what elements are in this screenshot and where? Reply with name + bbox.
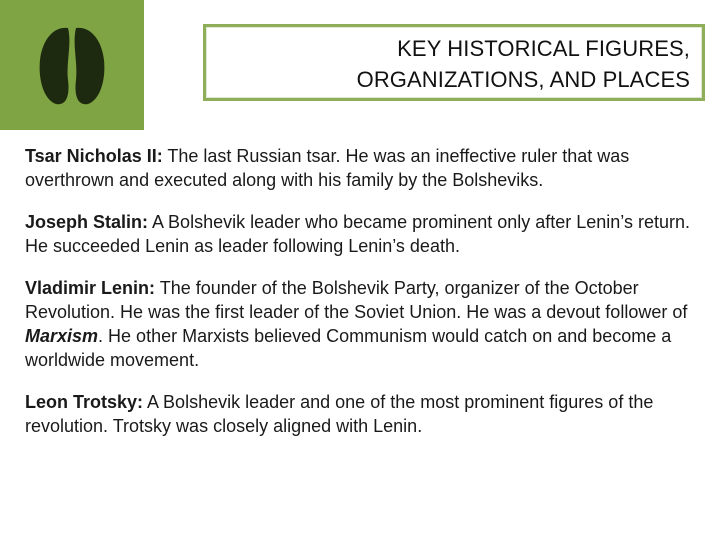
entry-text: The last Russian tsar. He was an ineffective ruler that was overthrown and executed along with his family by the Bolsheviks. [25,146,630,190]
entry-nicholas [25,144,705,192]
title-box [203,24,705,101]
title-line-2: ORGANIZATIONS, AND PLACES [356,67,690,92]
title-line-1: KEY HISTORICAL FIGURES, [397,36,690,61]
entry-stalin [25,210,705,258]
entry-text-before: The founder of the Bolshevik Party, organizer of the October Revolution. He was the first leader of the Soviet Union. He was a devout follower of [25,278,688,322]
entry-term: Vladimir Lenin: [25,278,156,298]
entry-term: Leon Trotsky: [25,392,144,412]
entry-trotsky [25,390,705,438]
entry-term: Tsar Nicholas II: [25,146,163,166]
definitions-list [25,144,705,456]
hoofprint-icon [0,0,144,130]
entry-text: A Bolshevik leader and one of the most prominent figures of the revolution. Trotsky was closely aligned with Lenin. [25,392,654,436]
entry-emphasis: Marxism [25,326,99,346]
entry-lenin [25,276,705,372]
logo-panel [0,0,144,130]
entry-text: A Bolshevik leader who became prominent only after Lenin’s return. He succeeded Lenin as leader following Lenin’s death. [25,212,691,256]
entry-term: Joseph Stalin: [25,212,149,232]
entry-text-after: . He other Marxists believed Communism would catch on and become a worldwide movement. [25,326,672,370]
